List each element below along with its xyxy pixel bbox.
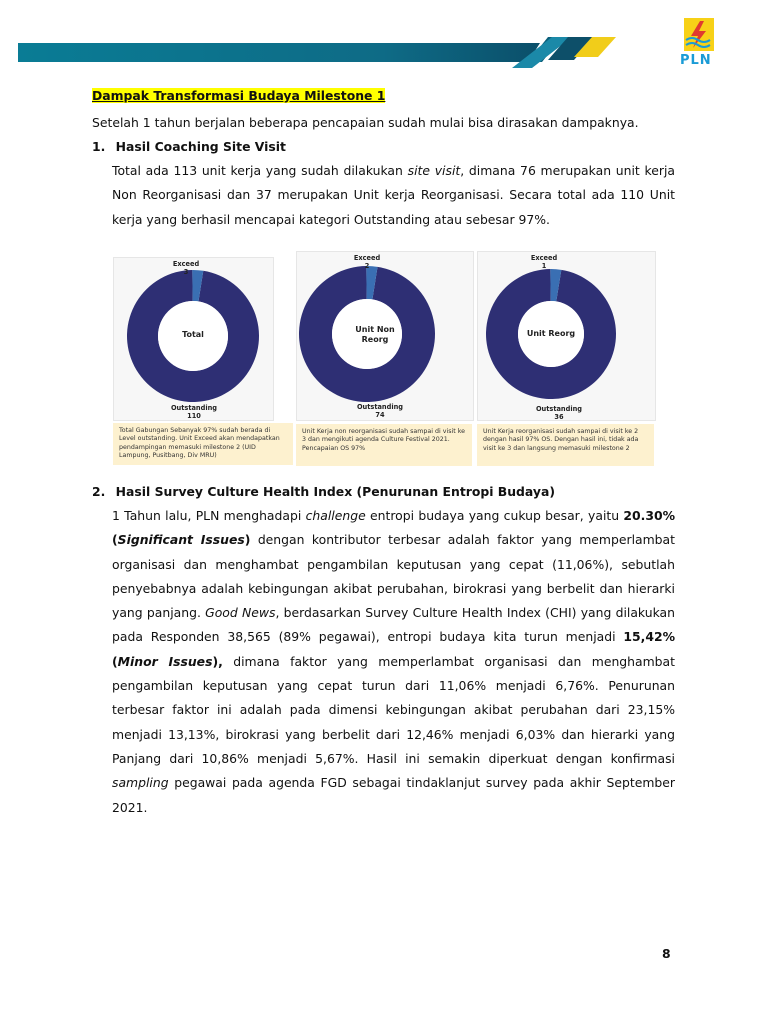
page-number: 8 xyxy=(662,946,671,961)
item2-text-4: , berdasarkan Survey Culture Health Index (CHI) yang dilakukan pada Responden 38,565 (89% pegawai), entropi budaya kita turun menjadi xyxy=(112,605,675,645)
total-exceed-value: 3 xyxy=(183,268,189,276)
reorg-outstanding-label: Outstanding xyxy=(535,405,583,413)
caption-nonreorg: Unit Kerja non reorganisasi sudah sampai di visit ke 3 dan mengikuti agenda Culture Festival 2021. Pencapaian OS 97% xyxy=(296,424,472,466)
nonreorg-outstanding-value: 74 xyxy=(375,411,385,419)
item2-text-2: entropi budaya yang cukup besar, yaitu xyxy=(365,508,624,523)
nonreorg-exceed-value: 2 xyxy=(364,262,370,270)
item2-paren-close-2: ), xyxy=(212,653,223,669)
item2-number: 2. xyxy=(92,484,106,499)
item2-italic-challenge: challenge xyxy=(305,508,366,523)
item2-heading: Hasil Survey Culture Health Index (Penurunan Entropi Budaya) xyxy=(115,484,556,499)
chart-total xyxy=(113,257,274,421)
caption-total: Total Gabungan Sebanyak 97% sudah berada di Level outstanding. Unit Exceed akan mendapatkan pendampingan memasuki milestone 2 (UID Lampung, Pusitbang, Div MRU) xyxy=(113,423,293,465)
item1-paragraph xyxy=(112,159,675,232)
item1-number: 1. xyxy=(92,139,106,154)
intro-text: Setelah 1 tahun berjalan beberapa pencapaian sudah mulai bisa dirasakan dampaknya. xyxy=(92,115,639,130)
reorg-outstanding-value: 36 xyxy=(554,413,564,421)
item2-text-5: dimana faktor yang memperlambat organisasi dan menghambat pengambilan keputusan yang cepat turun dari 11,06% menjadi 6,76%. Penurunan terbesar faktor ini adalah pada dimensi kebingungan akibat perubahan dari 23,15% menjadi 13,13%, birokrasi yang berbelit dari 12,46% menjadi 6,03% dan hierarki yang Panjang dari 10,86% menjadi 5,67%. Hasil ini semakin diperkuat dengan konfirmasi xyxy=(112,653,675,766)
nonreorg-exceed-label: Exceed xyxy=(353,254,381,262)
nonreorg-outstanding-label: Outstanding xyxy=(356,403,404,411)
item2-minor-issues: Minor Issues xyxy=(117,653,213,669)
item2-paragraph xyxy=(112,504,675,820)
lightning-logo-icon xyxy=(676,16,724,54)
reorg-exceed-label: Exceed xyxy=(530,254,558,262)
item1-text: Total ada 113 unit kerja yang sudah dilakukan xyxy=(112,163,408,178)
reorg-exceed-value: 1 xyxy=(541,262,547,270)
caption-reorg: Unit Kerja reorganisasi sudah sampai di visit ke 2 dengan hasil 97% OS. Dengan hasil ini, tidak ada visit ke 3 dan langsung memasuki milestone 2 xyxy=(477,424,654,466)
chart-reorg xyxy=(477,251,656,421)
item1-italic: site visit xyxy=(407,163,461,178)
item2-paren-open-2: ( xyxy=(112,653,118,669)
chart-nonreorg xyxy=(296,251,474,421)
item2-significant-issues: Significant Issues xyxy=(117,532,245,548)
item2-good-news: Good News xyxy=(205,605,276,621)
logo-text: PLN xyxy=(680,53,712,68)
item2-entropy-new: 15,42% xyxy=(623,629,675,645)
item2-text-3: dengan kontributor terbesar adalah faktor yang memperlambat organisasi dan menghambat pengambilan keputusan yang cepat (11,06%), sebutlah penyebabnya adalah kebingungan akibat perubahan, birokrasi yang berbelit dan hierarki yang panjang. xyxy=(112,532,675,621)
item1-text-rest: , dimana 76 merupakan unit kerja Non Reorganisasi dan 37 merupakan Unit kerja Reorganisasi. Secara total ada 110 Unit kerja yang berhasil mencapai kategori Outstanding atau sebesar 97%. xyxy=(112,163,675,227)
pln-logo xyxy=(676,16,724,70)
item2-text-1: 1 Tahun lalu, PLN menghadapi xyxy=(112,508,306,523)
total-exceed-label: Exceed xyxy=(172,260,200,268)
total-outstanding-label: Outstanding xyxy=(170,404,218,412)
item1-heading: Hasil Coaching Site Visit xyxy=(115,139,286,154)
total-center-label: Total xyxy=(182,330,204,339)
item2-paren-open: ( xyxy=(112,532,118,548)
item2-paren-close: ) xyxy=(244,532,251,548)
item2-entropy-old: 20.30% xyxy=(623,508,675,523)
item2-text-6: pegawai pada agenda FGD sebagai tindaklanjut survey pada akhir September 2021. xyxy=(112,775,675,815)
section-title: Dampak Transformasi Budaya Milestone 1 xyxy=(92,88,386,103)
nonreorg-center-label: Unit Non Reorg xyxy=(355,325,395,344)
total-outstanding-value: 110 xyxy=(187,412,201,420)
header-band xyxy=(0,0,768,80)
item2-sampling: sampling xyxy=(112,775,169,791)
reorg-center-label: Unit Reorg xyxy=(526,329,576,338)
